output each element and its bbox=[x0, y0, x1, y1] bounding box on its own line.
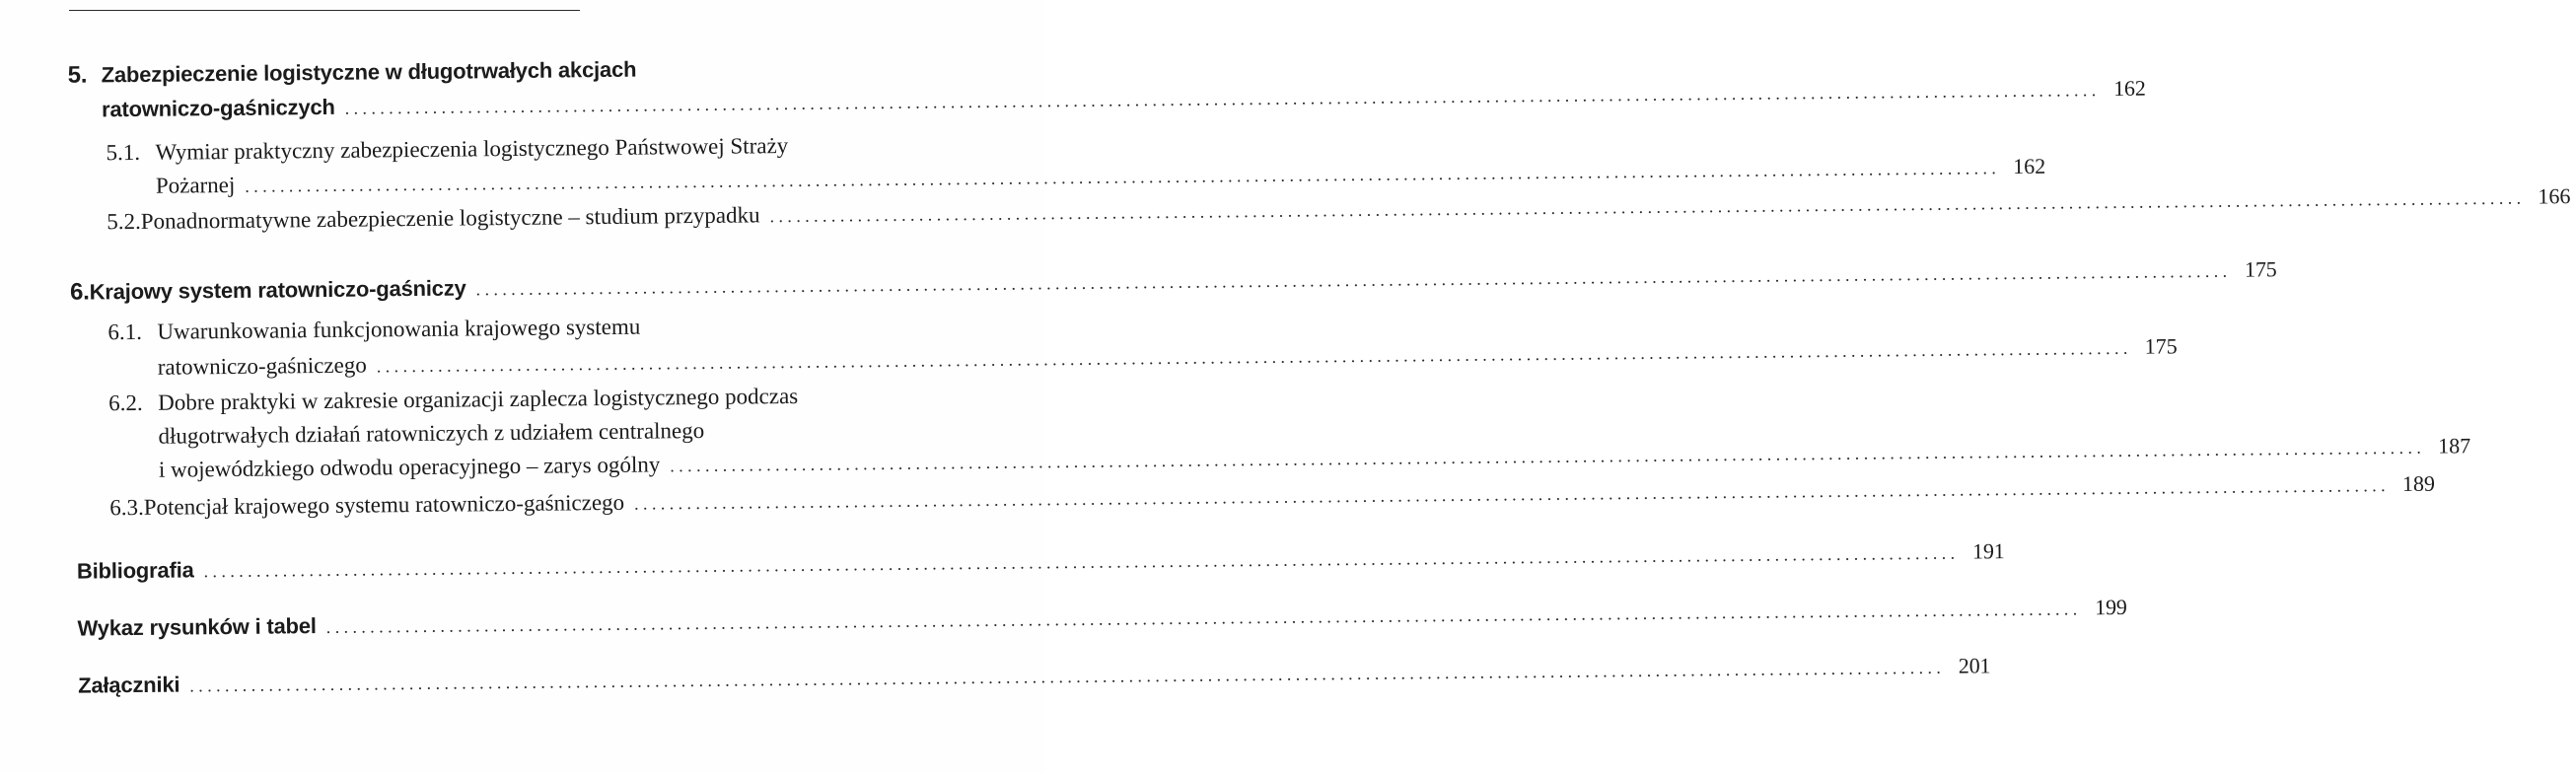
section-6-2-page: 187 bbox=[2438, 433, 2471, 459]
leader-dots: ........................................................................................................................................................................................................ bbox=[633, 475, 2391, 514]
chapter-6-number: 6. bbox=[69, 278, 90, 306]
section-5-2-number: 5.2. bbox=[107, 208, 141, 235]
leader-dots: ........................................................................................................................................................................................................ bbox=[203, 542, 1960, 582]
bibliography-page: 191 bbox=[1971, 538, 2005, 564]
section-6-3-page: 189 bbox=[2401, 470, 2436, 496]
chapter-5-title-line-2: ratowniczo-gaśniczych bbox=[101, 94, 335, 122]
chapter-5-page: 162 bbox=[2113, 75, 2146, 101]
section-6-1-number: 6.1. bbox=[107, 318, 143, 345]
appendices-page: 201 bbox=[1958, 653, 1991, 678]
section-6-2-title-line-2: długotrwałych działań ratowniczych z udziałem centralnego bbox=[158, 417, 705, 449]
chapter-6-line bbox=[69, 256, 2277, 307]
section-5-1-title-line-1: Wymiar praktyczny zabezpieczenia logistycznego Państwowej Straży bbox=[155, 133, 789, 165]
section-6-2-number: 6.2. bbox=[108, 389, 143, 416]
section-6-1-title-line-1: Uwarunkowania funkcjonowania krajowego systemu bbox=[157, 314, 641, 344]
section-5-1-number: 5.1. bbox=[106, 139, 141, 166]
section-5-1-line-1 bbox=[106, 131, 995, 166]
section-6-2-title-line-1: Dobre praktyki w zakresie organizacji zaplecza logistycznego podczas bbox=[158, 383, 799, 415]
section-6-1-line-1 bbox=[107, 311, 997, 345]
chapter-6-page: 175 bbox=[2244, 256, 2277, 282]
chapter-5-title-line-1: Zabezpieczenie logistyczne w długotrwałych akcjach bbox=[101, 56, 637, 88]
leader-dots: ........................................................................................................................................................................................................ bbox=[189, 657, 1946, 696]
section-6-2-line-2 bbox=[158, 415, 998, 450]
chapter-5-number: 5. bbox=[67, 61, 88, 89]
bibliography-title: Bibliografia bbox=[76, 557, 194, 584]
appendices-title: Załączniki bbox=[78, 672, 180, 698]
leader-dots: ........................................................................................................................................................................................................ bbox=[769, 187, 2526, 227]
section-5-1-title-line-2: Pożarnej bbox=[155, 172, 236, 198]
chapter-5-line-2 bbox=[101, 75, 2146, 122]
chapter-6-title: Krajowy system ratowniczo-gaśniczy bbox=[89, 275, 466, 305]
leader-dots: ........................................................................................................................................................................................................ bbox=[670, 437, 2426, 476]
section-5-2-page: 166 bbox=[2538, 183, 2571, 209]
section-5-2-title: Ponadnormatywne zabezpieczenie logistyczne – studium przypadku bbox=[140, 202, 760, 234]
appendices-line bbox=[78, 653, 1991, 699]
figures-tables-list-page: 199 bbox=[2095, 594, 2127, 620]
section-6-3-title: Potencjał krajowego systemu ratowniczo-gaśniczego bbox=[143, 489, 625, 520]
section-6-3-line bbox=[109, 470, 2436, 521]
leader-dots: ........................................................................................................................................................................................................ bbox=[325, 599, 2082, 637]
section-6-2-line-1 bbox=[108, 382, 998, 416]
section-6-1-line-2 bbox=[157, 333, 2178, 381]
figures-tables-list-line bbox=[77, 594, 2127, 642]
section-6-3-number: 6.3. bbox=[109, 494, 144, 521]
section-6-1-page: 175 bbox=[2144, 333, 2178, 359]
section-5-1-line-2 bbox=[155, 153, 2046, 199]
leader-dots: ........................................................................................................................................................................................................ bbox=[245, 158, 2001, 196]
section-6-2-title-line-3: i wojewódzkiego odwodu operacyjnego – zarys ogólny bbox=[158, 452, 661, 482]
leader-dots: ........................................................................................................................................................................................................ bbox=[475, 260, 2232, 300]
bibliography-line bbox=[76, 538, 2005, 585]
figures-tables-list-title: Wykaz rysunków i tabel bbox=[77, 613, 317, 641]
section-5-1-page: 162 bbox=[2013, 153, 2046, 179]
section-6-1-title-line-2: ratowniczo-gaśniczego bbox=[157, 352, 367, 380]
leader-dots: ........................................................................................................................................................................................................ bbox=[344, 80, 2101, 118]
leader-dots: ........................................................................................................................................................................................................ bbox=[376, 337, 2132, 377]
chapter-5-line-1 bbox=[68, 52, 995, 90]
